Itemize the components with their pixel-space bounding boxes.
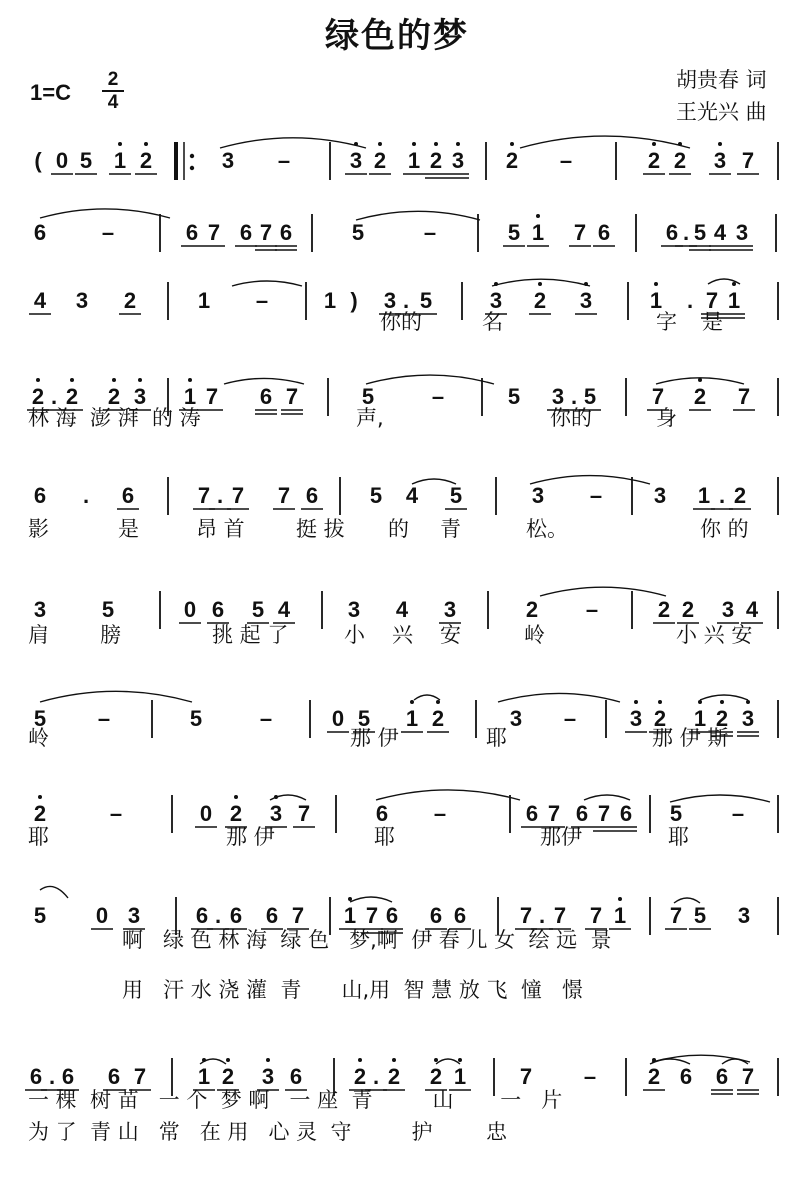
note-digit: 7 <box>573 220 587 245</box>
lyric-text: 的 <box>388 517 409 541</box>
high-octave-dot <box>732 282 736 286</box>
note-digit: 5 <box>361 384 375 409</box>
lyric-text: 用 汗 水 浇 灌 青 山,用 智 慧 放 飞 憧 憬 <box>122 978 583 1002</box>
note-digit: 5 <box>507 220 521 245</box>
note-digit: 5 <box>33 706 47 731</box>
note-digit: 2 <box>673 148 687 173</box>
high-octave-dot <box>436 700 440 704</box>
note-digit: – <box>109 801 123 826</box>
note-digit: 4 <box>405 483 419 508</box>
note-digit: 7 <box>285 384 299 409</box>
note-digit: 5 <box>33 903 47 928</box>
high-octave-dot <box>720 700 724 704</box>
high-octave-dot <box>698 700 702 704</box>
high-octave-dot <box>434 142 438 146</box>
note-digit: 7 <box>519 1064 533 1089</box>
high-octave-dot <box>38 795 42 799</box>
high-octave-dot <box>144 142 148 146</box>
note-digit: 6 <box>385 903 399 928</box>
note-digit: 6 <box>525 801 539 826</box>
lyric-text: 是 <box>118 517 139 541</box>
score-line <box>34 142 778 180</box>
high-octave-dot <box>510 142 514 146</box>
slur <box>540 587 666 596</box>
lyric-text: 青 <box>440 517 461 541</box>
note-digit: 6 <box>575 801 589 826</box>
note-digit: 7 <box>737 384 751 409</box>
slur <box>220 138 366 148</box>
note-digit: 6 <box>619 801 633 826</box>
score-line <box>34 700 778 738</box>
high-octave-dot <box>112 378 116 382</box>
note-digit: 7 <box>205 384 219 409</box>
note-digit: – <box>585 597 599 622</box>
note-digit: 3 <box>551 384 565 409</box>
note-digit: 1 <box>197 1064 211 1089</box>
slur <box>498 693 620 702</box>
lyric-text: 你的 <box>550 406 592 430</box>
note-digit: 6 <box>29 1064 43 1089</box>
score-line <box>34 591 778 629</box>
note-digit: 2 <box>681 597 695 622</box>
note-digit: 1 <box>453 1064 467 1089</box>
note-digit: 6 <box>665 220 679 245</box>
note-digit: 2 <box>657 597 671 622</box>
slur <box>376 790 520 800</box>
slur <box>356 211 480 220</box>
note-digit: 3 <box>741 706 755 731</box>
note-digit: 2 <box>647 1064 661 1089</box>
key-signature: 1=C <box>30 80 71 105</box>
note-digit: 2 <box>221 1064 235 1089</box>
note-digit: 5 <box>583 384 597 409</box>
lyric-text: 是 <box>702 310 723 334</box>
high-octave-dot <box>658 700 662 704</box>
score-line <box>29 282 778 320</box>
lyric-text: 那伊 <box>540 825 582 849</box>
high-octave-dot <box>36 378 40 382</box>
note-digit: ( <box>34 148 42 173</box>
note-digit: – <box>563 706 577 731</box>
lyric-text: 那 伊 斯 <box>652 726 729 750</box>
note-digit: 7 <box>291 903 305 928</box>
lyricist-credit: 胡贵春 词 <box>676 68 767 92</box>
note-digit: 2 <box>525 597 539 622</box>
score-line <box>34 897 778 935</box>
score-line <box>34 214 776 252</box>
note-digit: . <box>718 483 726 508</box>
note-digit: 7 <box>589 903 603 928</box>
note-digit: 6 <box>375 801 389 826</box>
note-digit: 3 <box>735 220 749 245</box>
lyric-text: 字 <box>656 310 677 334</box>
note-digit: . <box>682 220 690 245</box>
high-octave-dot <box>458 1058 462 1062</box>
note-digit: 0 <box>331 706 345 731</box>
slur <box>40 691 192 702</box>
note-digit: 3 <box>509 706 523 731</box>
note-digit: 1 <box>407 148 421 173</box>
lyric-text: 身 <box>656 406 677 430</box>
note-digit: 7 <box>277 483 291 508</box>
note-digit: 4 <box>713 220 727 245</box>
note-digit: 6 <box>289 1064 303 1089</box>
slur <box>40 209 170 218</box>
slur <box>350 897 392 902</box>
composer-credit: 王光兴 曲 <box>676 100 767 124</box>
note-digit: . <box>214 903 222 928</box>
high-octave-dot <box>358 1058 362 1062</box>
note-digit: 1 <box>613 903 627 928</box>
high-octave-dot <box>634 700 638 704</box>
lyric-text: 昂 首 <box>196 517 245 541</box>
note-digit: 3 <box>383 288 397 313</box>
meter-denominator: 4 <box>107 92 119 113</box>
note-digit: 7 <box>669 903 683 928</box>
note-digit: 2 <box>229 801 243 826</box>
note-digit: 3 <box>33 597 47 622</box>
note-digit: – <box>731 801 745 826</box>
score-line <box>27 378 778 416</box>
note-digit: 2 <box>107 384 121 409</box>
lyric-text: 那 伊 <box>350 726 399 750</box>
lyric-text: 名 <box>482 310 503 334</box>
lyric-text: 那 伊 <box>226 825 275 849</box>
note-digit: 5 <box>369 483 383 508</box>
note-digit: ) <box>350 288 358 313</box>
note-digit: – <box>255 288 269 313</box>
note-digit: 0 <box>183 597 197 622</box>
note-digit: 6 <box>279 220 293 245</box>
note-digit: 2 <box>373 148 387 173</box>
note-digit: 0 <box>95 903 109 928</box>
note-digit: 2 <box>429 1064 443 1089</box>
lyric-text: 你的 <box>380 310 422 334</box>
score-line <box>34 477 778 515</box>
note-digit: 4 <box>745 597 759 622</box>
high-octave-dot <box>698 378 702 382</box>
note-digit: 2 <box>387 1064 401 1089</box>
note-digit: 3 <box>269 801 283 826</box>
note-digit: 2 <box>139 148 153 173</box>
high-octave-dot <box>348 897 352 901</box>
note-digit: 3 <box>443 597 457 622</box>
lyric-text: 膀 <box>100 623 121 647</box>
slur <box>584 795 630 800</box>
note-digit: 6 <box>265 903 279 928</box>
note-digit: 6 <box>61 1064 75 1089</box>
lyric-text: 岭 <box>28 726 49 750</box>
lyric-text: 你 的 <box>700 517 749 541</box>
lyric-text: 岭 <box>524 623 545 647</box>
note-digit: 2 <box>653 706 667 731</box>
note-digit: – <box>583 1064 597 1089</box>
note-digit: – <box>423 220 437 245</box>
note-digit: 5 <box>101 597 115 622</box>
note-digit: – <box>431 384 445 409</box>
score-line <box>34 795 778 833</box>
slur <box>232 281 302 286</box>
note-digit: – <box>589 483 603 508</box>
lyric-text: 松。 <box>526 517 568 541</box>
lyric-text: 兴 <box>392 623 413 647</box>
high-octave-dot <box>456 142 460 146</box>
note-digit: 3 <box>531 483 545 508</box>
lyric-text: 声, <box>356 406 384 430</box>
note-digit: 2 <box>33 801 47 826</box>
lyric-text: 挺 拔 <box>296 517 345 541</box>
note-digit: 1 <box>649 288 663 313</box>
note-digit: 2 <box>431 706 445 731</box>
note-digit: 3 <box>75 288 89 313</box>
note-digit: 2 <box>123 288 137 313</box>
note-digit: 7 <box>519 903 533 928</box>
note-digit: 3 <box>721 597 735 622</box>
lyric-text: 小 <box>344 623 365 647</box>
high-octave-dot <box>718 142 722 146</box>
high-octave-dot <box>138 378 142 382</box>
note-digit: . <box>216 483 224 508</box>
note-digit: 3 <box>261 1064 275 1089</box>
note-digit: 3 <box>133 384 147 409</box>
slur <box>700 695 748 700</box>
note-digit: 2 <box>693 384 707 409</box>
note-digit: 6 <box>715 1064 729 1089</box>
note-digit: 7 <box>597 801 611 826</box>
note-digit: 7 <box>547 801 561 826</box>
repeat-dot <box>190 166 194 170</box>
high-octave-dot <box>234 795 238 799</box>
note-digit: 5 <box>189 706 203 731</box>
note-digit: 7 <box>259 220 273 245</box>
note-digit: . <box>570 384 578 409</box>
high-octave-dot <box>118 142 122 146</box>
note-digit: – <box>277 148 291 173</box>
note-digit: . <box>538 903 546 928</box>
note-digit: 2 <box>733 483 747 508</box>
note-digit: 4 <box>395 597 409 622</box>
note-digit: 3 <box>221 148 235 173</box>
note-digit: 7 <box>741 148 755 173</box>
note-digit: 1 <box>197 288 211 313</box>
note-digit: 6 <box>453 903 467 928</box>
note-digit: 7 <box>651 384 665 409</box>
note-digit: 5 <box>419 288 433 313</box>
lyric-text: 影 <box>28 517 49 541</box>
note-digit: 5 <box>357 706 371 731</box>
note-digit: 6 <box>239 220 253 245</box>
note-digit: 6 <box>33 483 47 508</box>
high-octave-dot <box>70 378 74 382</box>
high-octave-dot <box>746 700 750 704</box>
note-digit: 2 <box>65 384 79 409</box>
note-digit: 6 <box>185 220 199 245</box>
note-digit: 3 <box>579 288 593 313</box>
note-digit: 0 <box>55 148 69 173</box>
lyric-text: 耶 <box>374 825 395 849</box>
note-digit: 6 <box>679 1064 693 1089</box>
note-digit: 2 <box>31 384 45 409</box>
note-digit: 1 <box>405 706 419 731</box>
lyric-text: 小 兴 安 <box>676 623 753 647</box>
note-digit: 2 <box>353 1064 367 1089</box>
note-digit: 3 <box>489 288 503 313</box>
note-digit: 6 <box>597 220 611 245</box>
note-digit: 2 <box>715 706 729 731</box>
note-digit: 6 <box>195 903 209 928</box>
note-digit: 2 <box>533 288 547 313</box>
note-digit: 1 <box>343 903 357 928</box>
note-digit: 1 <box>113 148 127 173</box>
note-digit: 6 <box>429 903 443 928</box>
note-digit: 7 <box>705 288 719 313</box>
note-digit: 5 <box>669 801 683 826</box>
high-octave-dot <box>412 142 416 146</box>
note-digit: 0 <box>199 801 213 826</box>
note-digit: 7 <box>207 220 221 245</box>
note-digit: 3 <box>713 148 727 173</box>
note-digit: 5 <box>693 220 707 245</box>
note-digit: 7 <box>741 1064 755 1089</box>
note-digit: 5 <box>79 148 93 173</box>
note-digit: 2 <box>429 148 443 173</box>
note-digit: 7 <box>365 903 379 928</box>
high-octave-dot <box>652 142 656 146</box>
note-digit: 6 <box>305 483 319 508</box>
high-octave-dot <box>538 282 542 286</box>
note-digit: . <box>82 483 90 508</box>
lyric-text: 安 <box>440 623 461 647</box>
note-digit: 1 <box>727 288 741 313</box>
note-digit: 5 <box>507 384 521 409</box>
note-digit: 3 <box>349 148 363 173</box>
note-digit: 7 <box>197 483 211 508</box>
note-digit: – <box>101 220 115 245</box>
lyric-text: 挑 起 了 <box>212 623 289 647</box>
lyric-text: 林 海 澎 湃 的 涛 <box>28 406 201 430</box>
lyric-text: 为 了 青 山 常 在 用 心 灵 守 护 忠 <box>28 1120 507 1144</box>
score-line <box>25 1058 778 1096</box>
lyric-text: 耶 <box>28 825 49 849</box>
note-digit: 7 <box>231 483 245 508</box>
high-octave-dot <box>434 1058 438 1062</box>
note-digit: 7 <box>133 1064 147 1089</box>
note-digit: 2 <box>505 148 519 173</box>
note-digit: 5 <box>449 483 463 508</box>
note-digit: 6 <box>259 384 273 409</box>
note-digit: 6 <box>33 220 47 245</box>
song-title: 绿色的梦 <box>325 16 469 56</box>
note-digit: 4 <box>277 597 291 622</box>
note-digit: 3 <box>629 706 643 731</box>
lyric-text: 啊 绿 色 林 海 绿 色 梦,啊 伊 春 儿 女 绘 远 景 <box>122 928 612 952</box>
slur <box>40 886 68 898</box>
note-digit: 3 <box>347 597 361 622</box>
note-digit: . <box>686 288 694 313</box>
note-digit: 1 <box>531 220 545 245</box>
lyric-text: 一 棵 树 苗 一 个 梦 啊 一 座 青 山 一 片 <box>28 1088 563 1112</box>
note-digit: 4 <box>33 288 47 313</box>
high-octave-dot <box>266 1058 270 1062</box>
note-digit: – <box>559 148 573 173</box>
slur <box>366 375 494 384</box>
note-digit: 3 <box>127 903 141 928</box>
slur <box>520 136 690 148</box>
note-digit: 1 <box>697 483 711 508</box>
high-octave-dot <box>410 700 414 704</box>
high-octave-dot <box>378 142 382 146</box>
note-digit: . <box>372 1064 380 1089</box>
note-digit: 1 <box>323 288 337 313</box>
note-digit: – <box>433 801 447 826</box>
slur <box>670 795 770 802</box>
high-octave-dot <box>618 897 622 901</box>
high-octave-dot <box>654 282 658 286</box>
meter-numerator: 2 <box>107 69 119 90</box>
note-digit: 5 <box>251 597 265 622</box>
note-digit: 3 <box>451 148 465 173</box>
repeat-dot <box>190 154 194 158</box>
note-digit: – <box>97 706 111 731</box>
lyric-text: 耶 <box>668 825 689 849</box>
high-octave-dot <box>392 1058 396 1062</box>
note-digit: . <box>48 1064 56 1089</box>
note-digit: 7 <box>553 903 567 928</box>
high-octave-dot <box>536 214 540 218</box>
note-digit: 3 <box>737 903 751 928</box>
note-digit: 5 <box>693 903 707 928</box>
note-digit: 2 <box>647 148 661 173</box>
note-digit: 5 <box>351 220 365 245</box>
note-digit: 6 <box>121 483 135 508</box>
high-octave-dot <box>188 378 192 382</box>
slur <box>414 695 440 700</box>
note-digit: 3 <box>653 483 667 508</box>
note-digit: 1 <box>693 706 707 731</box>
note-digit: 6 <box>107 1064 121 1089</box>
note-digit: 6 <box>229 903 243 928</box>
note-digit: 1 <box>183 384 197 409</box>
high-octave-dot <box>226 1058 230 1062</box>
note-digit: 7 <box>297 801 311 826</box>
note-digit: . <box>402 288 410 313</box>
lyric-text: 肩 <box>28 623 49 647</box>
note-digit: – <box>259 706 273 731</box>
note-digit: . <box>50 384 58 409</box>
lyric-text: 耶 <box>486 726 507 750</box>
note-digit: 6 <box>211 597 225 622</box>
